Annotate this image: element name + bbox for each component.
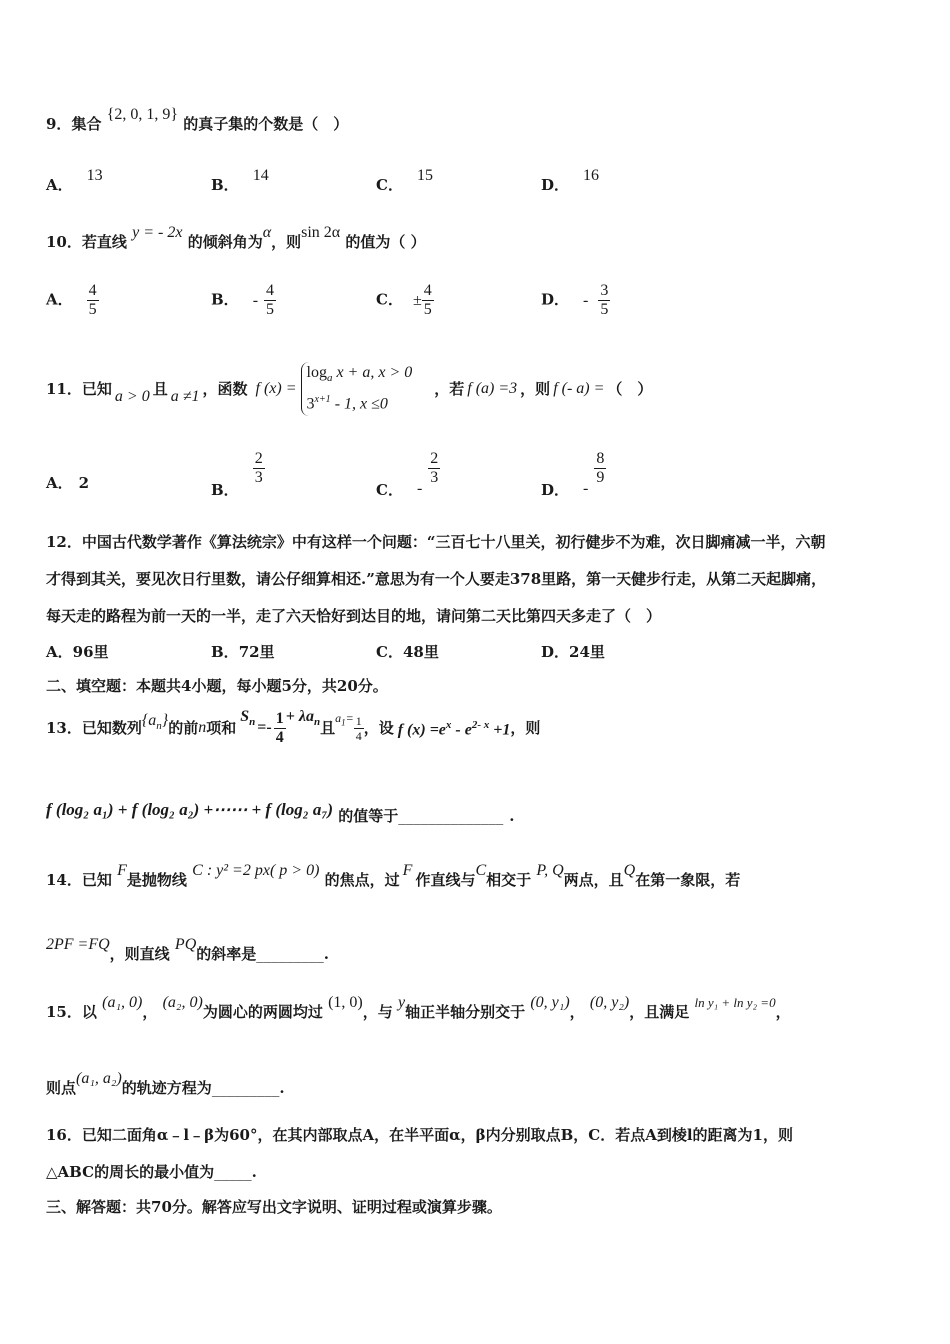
q9-option-d-value: 16 xyxy=(583,167,600,184)
q9-post: 的真子集的个数是（ ） xyxy=(183,115,349,133)
q12-option-a[interactable]: A．96里 xyxy=(46,643,109,661)
q15-number: 15． xyxy=(46,1003,82,1021)
q13-number: 13． xyxy=(46,719,82,737)
q15-answer-blank[interactable]: _________ xyxy=(211,1079,280,1097)
q15-condition: ln y₁ + ln y₂ =0 xyxy=(694,995,776,1010)
section-3-heading: 三、解答题：共70分。解答应写出文字说明、证明过程或演算步骤。 xyxy=(46,1198,502,1216)
q9-option-c[interactable]: C．15 xyxy=(376,167,433,194)
q11-cond1: a > 0 xyxy=(114,388,150,405)
q12-line2: 才得到其关，要见次日行里数，请公仔细算相还.”意思为有一个人要走378里路，第一天健步行走，从第二天起脚痛， xyxy=(46,570,827,588)
q9-option-b-value: 14 xyxy=(252,167,269,184)
q9-stem xyxy=(46,106,349,135)
q12-option-b[interactable]: B．72里 xyxy=(211,643,275,661)
q10-line-eq: y = - 2x xyxy=(132,224,183,241)
q16-line2: △ABC的周长的最小值为_____. xyxy=(46,1163,257,1181)
q16-line1: 16．已知二面角α﹣l﹣β为60°，在其内部取点A，在半平面α，β内分别取点B，C．若点A到棱l的距离为1，则 xyxy=(46,1126,793,1144)
q11-fx: f (x) = xyxy=(255,380,297,397)
q13-stem: 13． 已知数列 $\{a_n\}$ 的前 n 项和 $S_n$ =- $\frac{1}{4}$ + $\lambda a_n$ 且 $a_1=$ $\frac{1}{4}$ ，设 f $(x) =e^x - e^{2- x} +1$ ，则 xyxy=(46,708,541,746)
q11-option-c[interactable]: C． - $\frac{2}{3}$ xyxy=(376,450,439,499)
q14-stem: 14．已知 F是抛物线 C : y² =2 px( p > 0) 的焦点，过F作直线与C相交于 P, Q两点，且Q在第一象限，若 xyxy=(46,862,741,889)
q9-option-b[interactable]: B．14 xyxy=(211,167,269,194)
q10-option-d[interactable]: D． - $\frac{3}{5}$ xyxy=(541,282,609,318)
q13-line2: f (log₂ a₁) + f (log₂ a₂) +⋯⋯ + f (log₂ a₇) 的值等于______________ . xyxy=(46,800,515,825)
q9-set: {2, 0, 1, 9} xyxy=(106,106,179,123)
q10-expr: sin 2α xyxy=(301,224,341,241)
q11-cond2: a ≠1 xyxy=(170,388,200,405)
q15-stem: 15．以 (a₁, 0)， (a₂, 0)为圆心的两圆均过 (1, 0)，与 y轴正半轴分别交于 (0, y₁)， (0, y₂)，且满足 ln y₁ + ln y₂ =0， xyxy=(46,994,791,1021)
q10-stem: 10．若直线 y = - 2x 的倾斜角为α，则sin 2α 的值为（ ） xyxy=(46,224,426,251)
q14-number: 14． xyxy=(46,871,82,889)
section-2-heading: 二、填空题：本题共4小题，每小题5分，共20分。 xyxy=(46,677,388,695)
q10-number: 10． xyxy=(46,233,82,251)
q11-option-a[interactable]: A． 2 xyxy=(46,474,90,492)
q9-option-a[interactable]: A．13 xyxy=(46,167,103,194)
q14-condition: 2PF =FQ xyxy=(46,936,110,953)
q9-option-a-value: 13 xyxy=(86,167,103,184)
q14-answer-blank[interactable]: _________ xyxy=(256,945,324,963)
q11-stem: 11． 已知 a > 0 且 a ≠1 ，函数 f (x) = $\log_a x + a$, x > 0 $3^{x+1} - 1$, x ≤0 ，若 f (a) =3 ，则 f (- a) = （ ） xyxy=(46,364,652,414)
q10-alpha: α xyxy=(262,224,272,241)
q11-option-b[interactable]: B． $\frac{2}{3}$ xyxy=(211,450,263,499)
q11-option-d[interactable]: D． - $\frac{8}{9}$ xyxy=(541,450,605,499)
q16-answer-blank[interactable]: _____ xyxy=(214,1163,252,1181)
q12-option-c[interactable]: C．48里 xyxy=(376,643,439,661)
q9-option-c-value: 15 xyxy=(416,167,433,184)
q14-line2: 2PF =FQ，则直线 PQ的斜率是_________. xyxy=(46,936,329,963)
q15-line2: 则点(a₁, a₂)的轨迹方程为_________. xyxy=(46,1070,285,1097)
q9-option-d[interactable]: D．16 xyxy=(541,167,600,194)
q12-option-d[interactable]: D．24里 xyxy=(541,643,605,661)
q14-parabola: C : y² =2 px( p > 0) xyxy=(192,862,320,879)
q10-option-b[interactable]: B． - $\frac{4}{5}$ xyxy=(211,282,275,318)
q9-pre: 集合 xyxy=(71,115,102,133)
q13-sum-expr: f (log₂ a₁) + f (log₂ a₂) +⋯⋯ + f (log₂ a₇) xyxy=(46,800,333,819)
q9-number: 9． xyxy=(46,115,72,133)
q11-given: f (a) =3 xyxy=(467,380,518,397)
q12-line1: 12．中国古代数学著作《算法统宗》中有这样一个问题：“三百七十八里关，初行健步不为难，次日脚痛减一半，六朝 xyxy=(46,533,826,551)
q10-option-a[interactable]: A． $\frac{4}{5}$ xyxy=(46,282,97,318)
q10-option-c[interactable]: C． ± $\frac{4}{5}$ xyxy=(376,282,432,318)
q13-answer-blank[interactable]: ______________ xyxy=(398,807,504,825)
q11-ask: f (- a) = xyxy=(553,380,605,397)
q12-line3: 每天走的路程为前一天的一半，走了六天恰好到达目的地，请问第二天比第四天多走了（ ） xyxy=(46,607,662,625)
q11-piecewise: $\log_a x + a$, x > 0 $3^{x+1} - 1$, x ≤0 xyxy=(301,362,413,416)
q11-number: 11． xyxy=(46,380,82,398)
